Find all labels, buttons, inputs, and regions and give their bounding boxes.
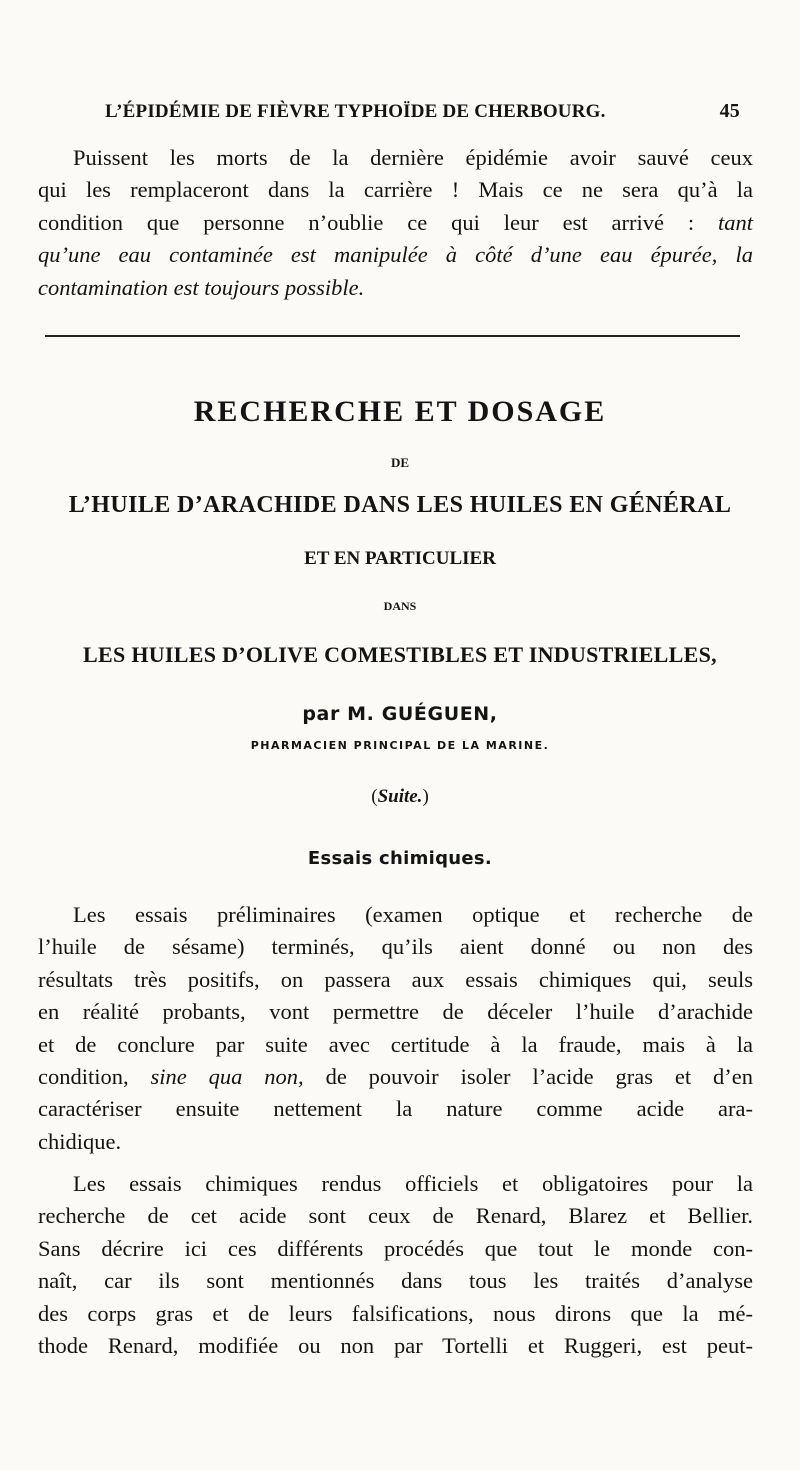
body-line: l’huile de sésame) terminés, qu’ils aient donné ou non des	[38, 934, 753, 960]
article-title-connector: DE	[390, 455, 410, 470]
page-number: 45	[719, 100, 740, 122]
body-line6-italic: sine qua non,	[150, 1064, 304, 1090]
continuation-paren-open: (	[371, 786, 378, 807]
intro-line4-italic: qu’une eau contaminée est manipulée à côté d’une eau épurée, la	[38, 242, 753, 268]
body-line: caractériser ensuite nettement la nature comme acide ara-	[38, 1096, 753, 1122]
article-title-line: LES HUILES D’OLIVE COMESTIBLES ET INDUSTRIELLES,	[83, 642, 717, 667]
continuation-text: Suite.	[377, 786, 423, 807]
running-head	[105, 100, 740, 123]
intro-line3-text: condition que personne n’oublie ce qui leur est arrivé :	[38, 209, 695, 235]
intro-line	[38, 272, 753, 304]
body-line: Les essais chimiques rendus officiels et obligatoires pour la	[73, 1171, 753, 1196]
article-title-line: ET EN PARTICULIER	[304, 548, 496, 569]
author-title: PHARMACIEN PRINCIPAL DE LA MARINE.	[250, 739, 550, 752]
body-line: résultats très positifs, on passera aux essais chimiques qui, seuls	[38, 966, 753, 992]
article-title-connector: DANS	[383, 599, 417, 613]
body-line: en réalité probants, vont permettre de déceler l’huile d’arachide	[38, 999, 753, 1025]
article-title-line: L’HUILE D’ARACHIDE DANS LES HUILES EN GÉNÉRAL	[68, 492, 732, 518]
continuation-paren-close: )	[422, 786, 429, 807]
intro-line5-italic: contamination est toujours possible.	[38, 274, 365, 300]
intro-line	[38, 207, 753, 239]
body-paragraph	[38, 1168, 753, 1362]
body-line	[38, 1061, 753, 1093]
article-title: RECHERCHE ET DOSAGE	[193, 395, 607, 428]
running-head-title: L’ÉPIDÉMIE DE FIÈVRE TYPHOÏDE DE CHERBOURG.	[105, 101, 606, 122]
body-line: des corps gras et de leurs falsifications, nous dirons que la mé-	[38, 1300, 753, 1326]
body-line: thode Renard, modifiée ou non par Tortelli et Ruggeri, est peut-	[38, 1333, 753, 1359]
author-byline: par M. GUÉGUEN,	[302, 703, 498, 725]
body-line: chidique.	[38, 1128, 122, 1154]
intro-line: Puissent les morts de la dernière épidémie avoir sauvé ceux	[73, 145, 753, 170]
body-line6-b: de pouvoir isoler l’acide gras et d’en	[325, 1064, 754, 1090]
intro-paragraph	[38, 142, 753, 304]
section-divider	[45, 335, 740, 337]
body-line: recherche de cet acide sont ceux de Renard, Blarez et Bellier.	[38, 1203, 753, 1229]
intro-line	[38, 239, 753, 271]
intro-line3-italic: tant	[717, 209, 753, 235]
continuation-note	[0, 786, 800, 808]
body-line: et de conclure par suite avec certitude à la fraude, mais à la	[38, 1031, 753, 1057]
intro-line: qui les remplaceront dans la carrière ! Mais ce ne sera qu’à la	[38, 177, 753, 203]
body-line: naît, car ils sont mentionnés dans tous les traités d’analyse	[38, 1268, 753, 1294]
section-heading: Essais chimiques.	[307, 848, 493, 869]
body-line6-a: condition,	[38, 1064, 129, 1090]
body-paragraph	[38, 899, 753, 1158]
body-line: Sans décrire ici ces différents procédés que tout le monde con-	[38, 1235, 753, 1261]
body-line: Les essais préliminaires (examen optique et recherche de	[73, 902, 753, 927]
